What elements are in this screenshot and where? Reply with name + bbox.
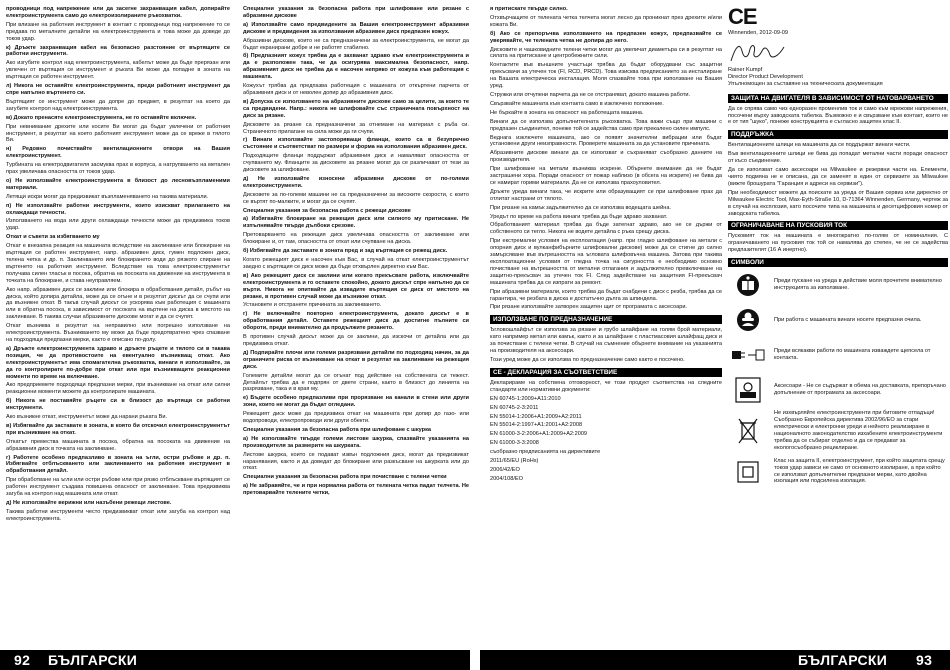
paragraph: Стружки или отчупени парчета да не се отстраняват, докато машина работи. xyxy=(490,91,691,98)
safety-glasses-icon xyxy=(728,305,768,335)
language-label: БЪЛГАРСКИ xyxy=(48,652,138,668)
paragraph: Обработваният материал трябва да бъде затегнат здраво, ако не се държи от собственото си тегло. Никога не водете детайла с ръка срещу диска. xyxy=(490,222,722,236)
subheading: Специални указания за безопасна работа при шлифоване с шкурка xyxy=(243,426,431,433)
paragraph: Да се използват само аксесоари на Milwaukee и резервни части на. Елементи, чиято подмяна не е описана, да се заменят в един от сервизите за Milwaukee (вижте брошурата "Гаранция и адреси на сервизи"). xyxy=(728,167,948,187)
paragraph: EN 61000-3-2:2006+A1:2009+A2:2009 xyxy=(490,431,588,438)
accessory-icon xyxy=(728,375,768,405)
subheading: в) Ако режещият диск се заклини или когато прекъсвате работа, изключвайте електроинструмента и го оставете спокойно, докато дискът спре напълно да се върти. Никога не опитвайте да извадите въртящия се диск от мястото на рязане, в противен случай може да възникне откат. xyxy=(243,272,469,300)
section-heading: ОГРАНИЧАВАНЕ НА ПУСКОВИЯ ТОК xyxy=(728,221,948,230)
paragraph: Претоварването на режещия диск увеличава опасността от заклинване или блокиране и, от там, опасността от откат или счупване на диска. xyxy=(243,232,469,246)
subheading: д) Не използвайте верижни или назъбени режещи листове. xyxy=(6,500,172,506)
left-column xyxy=(6,6,230,646)
paragraph: Контактите във външните участъци трябва да бъдат оборудвани със защитни прекъсвачи за утечен ток (FI, RCD, PRCD). Това изисква предписанието за инсталиране на Вашата електрическа инсталация. Моля спазвайте това при използване на Вашия уред. xyxy=(490,62,722,90)
middle-column xyxy=(243,6,469,646)
subheading: в) Избягвайте да заставате в зоната, в която би отскочил електроинструментът при възникване на откат. xyxy=(6,422,230,436)
paragraph: Във вентилационните шлици не бива да попадат метални части поради опасност от късо съединение. xyxy=(728,151,948,165)
subheading: м) Докато пренасяте електроинструмента, не го оставяйте включен. xyxy=(6,114,197,121)
weee-bin-icon xyxy=(728,416,768,446)
subheading: п) Не използвайте работни инструменти, които изискват прилагането на охлаждащи течности. xyxy=(6,202,230,216)
paragraph: Пусковият ток на машината е многократно по-голям от номиналния. С ограничаването на пусковия ток той се намалява до степен, че не се задейства предпазителят (16 А инертно). xyxy=(728,233,948,254)
paragraph: Дисковете за по-големи машини не са предназначени за високите скорости, с които се въртят по-малките, и могат да се счупят. xyxy=(243,191,469,205)
language-label: БЪЛГАРСКИ xyxy=(798,652,888,668)
paragraph: Дисковете за рязане са предназначени за отнемане на материал с ръба си. Страничното прилагане на сила може да ги счупи. xyxy=(243,121,469,135)
paragraph: EN 60745-1:2009+A11:2010 xyxy=(490,395,561,402)
subheading: е) Бъдете особено предпазливи при прорязване на канали в стени или други зони, които не могат да бъдат огледани. xyxy=(243,395,469,409)
subheading: проводници под напрежение или да засегне захранващия кабел, допирайте електроинструмента само до електроизолираните ръкохватки. xyxy=(6,6,230,19)
paragraph: Кожухът трябва да предпазва работещия с машината от откъртени парчета от абразивния диск и от неволен допир до абразивния диск. xyxy=(243,83,469,96)
paragraph: Този уред може да се използва по предназначение само както е посочено. xyxy=(490,356,685,363)
paragraph: Когато режещият диск е насочен към Вас, в случай на откат електроинструментът заедно с въртящия се диск може да бъде отхвърлен директно към Вас. xyxy=(243,257,469,270)
symbol-description: Не изхвърляйте електроинструменти при битовите отпадъци! Съобразно Европейска директива 2002/96/ЕО за стари електрически и електронни уреди и нейното реализиране в националното законодателство изхабените електроинструменти трябва да се събират отделно и да се предават за екологосъобразно рециклиране. xyxy=(774,410,943,451)
paragraph: Откат е внезапна реакция на машината вследствие на заклинване или блокиране на въртящия се работен инструмент, напр. абразивен диск, гумен подложен диск, телена четка и др. п. Заклинването или блокирането води до рязкото спиране на въртенето на работния инструмент. Вследствие на това електроинструментът получава силен тласък в посока, обратна на посоката на движение на инструмента в точката на блокиране, и става неуправляем. xyxy=(6,243,230,284)
paragraph: Откат възниква в резултат на неправилно или погрешно използване на електроинструмента. Възникването му може да бъде предотвратено чрез спазване на подходящи предпазни мерки, както е описано по-долу. xyxy=(6,323,230,343)
subheading: д) Не използвайте износени абразивни дискове от по-големи електроинструменти. xyxy=(243,175,469,189)
symbol-row xyxy=(728,410,948,451)
subheading: а) Избягвайте блокиране на режещия диск или силното му притискане. Не изпълнявайте твърде дълбоки срезове. xyxy=(243,216,469,230)
paragraph: Използването на вода или други охлаждащи течности може да предизвика токов удар. xyxy=(6,218,230,232)
paragraph: Турбината на електродвигателя засмуква прах в корпуса, а натрупването на метален прах увеличава опасността от токов удар. xyxy=(6,162,230,176)
paragraph: При шлифоване на метали възниква искрене. Обърнете внимание да не бъдат застрашени хора. Поради опасност от пожар наблизо (в обсега на искрите) не бива да се намират горими материали. Да не се използва прахоуловител. xyxy=(490,166,722,186)
subheading: б) Никога не поставяйте ръцете си в близост до въртящи се работни инструменти. xyxy=(6,398,230,412)
symbol-description: При работа с машината винаги носете предпазни очила. xyxy=(774,316,922,323)
paragraph: 2011/65/EU (RoHs) xyxy=(490,458,539,465)
right-page xyxy=(480,0,950,670)
subheading: а) Дръжте електроинструмента здраво и дръжте ръцете и тялото си в такава позиция, че да противостоите на евентуално възникващ откат. Ако електроинструментът има спомагателна ръкохватка, винаги я използвайте, за да го контролирате по-добре при откат или при възникващите реакционни моменти по време на включване. xyxy=(6,345,230,380)
left-page xyxy=(0,0,470,670)
unplug-icon xyxy=(728,340,768,370)
paragraph: В противен случай дискът може да се заклини, да изскочи от детайла или да предизвика откат. xyxy=(243,334,469,347)
paragraph: Режещият диск може да предизвика откат на машината при допир до газо- или водопроводи, електропроводи или други обекти. xyxy=(243,411,469,425)
subheading: г) Винаги използвайте застопоряващи фланци, които са в безупречно състояние и съответстват по размери и форма на използвания абразивен диск. xyxy=(243,137,469,151)
paragraph: Ако предприемете подходящи предпазни мерки, при възникване на откат или силни реакционни моменти можете да контролирате машината. xyxy=(6,382,230,396)
protection-class-ii-icon xyxy=(728,457,768,487)
subheading: г) Не включвайте повторно електроинструмента, докато дискът е в обработвания детайл. Оставете режещият диск да достигне пълните си обороти, преди внимателно да продължите рязането. xyxy=(243,311,469,332)
left-footer-bar xyxy=(0,650,470,670)
paragraph: При влизане на работния инструмент в контакт с проводници под напрежение то се предава по металните детайли на електроинструмента и това може да доведе до токов удар. xyxy=(6,21,230,42)
subheading: о) Не използвайте електроинструмента в близост до лесновъзпламеними материали. xyxy=(6,177,230,191)
paragraph: Да се спрява само чиз едноразен променлив ток и само към мрежови напрежения, посочени върху заводската табелка. Възможно е и свързване към контакт, които не е от тип "шуко", понеже конструкцията е съгласно защитен клас II. xyxy=(728,105,948,126)
paragraph: EN 55014-2:1997+A1:2001+A2:2008 xyxy=(490,422,583,429)
subheading: а) Използвайте само предвидените за Вашия електроинструмент абразивни дискове и предвидения за използвания абразивен диск предпазен кожух. xyxy=(243,21,469,35)
subheading: д) Подпирайте плочи или големи разрязвани детайли по подходящ начин, за да ограничите риска от възникване на откат в резултат на заклинване на режещия диск. xyxy=(243,349,469,370)
subheading: б) Предпазният кожух трябва да е захванат здраво към електроинструмента и да е разположен така, че да осигурява максимална безопасност, напр. абразивният диск не трябва да е насочен непряко от кожуха към работещия с машината. xyxy=(243,53,469,81)
subheading: к) Дръжте захранващия кабел на безопасно разстояние от въртящите се работни инструменти. xyxy=(6,44,230,58)
symbol-row xyxy=(728,305,948,335)
read-manual-icon xyxy=(728,270,768,300)
paragraph: Не бъркайте в зоната на опасност на работещата машина. xyxy=(490,109,644,116)
paragraph: EN 55014-1:2006+A1:2009+A2:2011 xyxy=(490,413,582,420)
paragraph: При необходимост можете да поискате за уреда от Вашия сервиз или директно от Milwaukee Electric Tool, Max-Eyth-Straße 10, D-71364 Winnenden, Germany, чертеж за в случай на експлозия, като посочите типа на машината и десетцифровия номер от заводската табелка. xyxy=(728,189,948,217)
paragraph: Установете и отстранете причината за заклинването. xyxy=(243,302,382,309)
paragraph: 2004/108/EO xyxy=(490,475,523,482)
paragraph: Веднага изключете машината, ако се появят значителни вибрации или бъдат установени други неизправности. Проверете машината за да установите причината. xyxy=(490,134,722,148)
paragraph: Откатът премества машината в посока, обратна на посоката на движение на абразивния диск в точката на заклинване. xyxy=(6,438,230,452)
paragraph: 2006/42/EO xyxy=(490,466,520,473)
symbol-description: Преди пускане на уреда в действие моля прочетете внимателно инструкцията за използване. xyxy=(774,278,942,292)
section-heading: ЗАЩИТА НА ДВИГАТЕЛЯ В ЗАВИСИМОСТ ОТ НАТОВАРВАНЕТО xyxy=(728,94,948,103)
symbol-row xyxy=(728,270,948,300)
paragraph: EN 61000-3-3:2008 xyxy=(490,440,539,447)
paragraph: Летящи искри могат да предизвикат възпламеняването на такива материали. xyxy=(6,193,209,200)
paragraph: Големите детайли могат да се огънат под действие на собствената си тежест. Детайлът трябва да е подпрян от двете страни, както в близост до линията на разрязване, така и в края му. xyxy=(243,372,469,393)
subheading: Специални указания за безопасна работа при почистване с телени четки xyxy=(243,474,447,481)
right-side-column xyxy=(728,6,948,646)
paragraph: Ако изгубите контрол над електроинструмента, кабелът може да бъде прерязан или увлечен от въртящия се инструмент и ръката Ви може да попадне в зоната на въртящия се работен инструмент. xyxy=(6,60,230,81)
paragraph: Вентилационните шлици на машината да се поддържат винаги чисти. xyxy=(728,142,911,149)
subheading: а) Не използвайте твърде големи листове шкурка, спазвайте указанията на производителя за размерите на шкурката. xyxy=(243,435,469,449)
paragraph: Дисковите и чашковидните телени четки могат да увеличат диаметъра си в резултат на силата на притискане и центробежните сили. xyxy=(490,46,722,60)
paragraph: При рязане на камък задължително да се използва водещата шейна. xyxy=(490,204,671,211)
subheading: в) Допуска се използването на абразивните дискове само за целите, за които те са предвидени. Напр.: никога не шлифовайте със страничната повърхност на диск за рязане. xyxy=(243,98,469,119)
subheading: б) Ако се препоръчва използването на предпазен кожух, предпазвайте се уверявайте, че телената четка не допира до него. xyxy=(490,30,722,44)
paragraph: Абразивни дискове, които не са предназначени за електроинструмента, не могат да бъдат екранирани добре и не работят стабилно. xyxy=(243,37,469,51)
subheading: б) Избягвайте да заставате в зоната пред и зад въртящия се режещ диск. xyxy=(243,248,448,255)
symbol-row xyxy=(728,340,948,370)
subheading: а) Не забравяйте, че и при нормална работа от телената четка падат телчета. Не претоварвайте телените четки, xyxy=(243,483,469,497)
page-number: 93 xyxy=(916,652,933,668)
paragraph: При екстремални условия на експлоатация (напр. при гладко шлифоване на метали с опорния диск и вулканфибърните шлифовални дискове) може да се стигне до силно замърсяване във вътрешността на ъгловата шлифовъчна машина. Затова при такива експлоатационни условия от гледна точка на сигурността е необходимо основно почистване на вътрешността от метални отлагания и задължително превключване на защитно-прекъсвач за утечен ток FI. След задействане на защитния FI-прекъсвач машината трябва да се изпрати за ремонт. xyxy=(490,238,722,286)
paragraph: При абразивни материали, които трябва да бъдат снабдени с диск с резба, трябва да се гарантира, че резбата в диска е достатъчно дълга за шпиндела. xyxy=(490,288,722,302)
paragraph: При обработване на ъгли или остри ръбове или при рязко отблъскване въртящият се работен инструмент създава повишена опасност от заклинване. Това предизвиква загуба на контрол над машината или откат. xyxy=(6,477,230,498)
paragraph: При рязане използвайте затворен защитен щит от програмата с аксесоари. xyxy=(490,304,688,311)
paragraph: Свързвайте машината към контакта само в изключено положение. xyxy=(490,100,664,107)
section-heading: ИЗПОЛЗВАНЕ ПО ПРЕДНАЗНАЧЕНИЕ xyxy=(490,315,722,324)
side-sections xyxy=(728,94,948,268)
signatory-title: Director Product Development xyxy=(728,73,803,80)
paragraph: EN 60745-2-3:2011 xyxy=(490,404,539,411)
authorized-note: Упълномощен за съставяне на техническата документация xyxy=(728,80,883,87)
paragraph: Уредът по време на работа винаги трябва да бъде здраво захванат. xyxy=(490,213,668,220)
subheading: г) Работете особено предпазливо в зоната на ъгли, остри ръбове и др. п. Избягвайте отблъскването или заклинването на работния инструмент в обработвания детайл. xyxy=(6,454,230,475)
paragraph: Декларираме на собствена отговорност, че този продукт съответства на следните стандарти или нормативни документи: xyxy=(490,379,722,393)
symbol-description: Аксесоари - Не се съдържат в обема на доставката, препоръчано допълнение от програмата за аксесоари. xyxy=(774,383,946,397)
signature xyxy=(728,39,948,67)
paragraph: Абразивните дискове винаги да се използват и съхраняват съобразно данните на производителя. xyxy=(490,150,722,164)
paragraph: Отхвърчащите от телената четка телчета могат лесно да проникнат през дрехите и/или кожата Ви. xyxy=(490,14,722,28)
section-heading: CE - ДЕКЛАРАЦИЯ ЗА СЪОТВЕТСТВИЕ xyxy=(490,368,722,377)
ce-mark: CE xyxy=(728,6,757,29)
subheading: Откат и съвети за избягването му xyxy=(6,234,100,241)
paragraph: Такива работни инструменти често предизвикват откат или загуба на контрол над електроинструмента. xyxy=(6,508,230,522)
right-main-column xyxy=(490,6,722,646)
symbols-list xyxy=(728,270,948,486)
paragraph: При невнимание дрехите или косите Ви могат да бъдат увлечени от работния инструмент, в резултат на което работният инструмент може да се вреже в тялото Ви. xyxy=(6,123,230,144)
paragraph: Подходящите фланци поддържат абразивния диск и намаляват опасността от счупването му. Фланците за дисковете за рязане могат да се различават от тези за дисковете за шлифоване. xyxy=(243,153,469,174)
paragraph: съобразно предписанията на директивите xyxy=(490,449,601,456)
subheading: л) Никога не оставяйте електроинструмента, преди работният инструмент да спре напълно въртенето си. xyxy=(6,83,230,96)
paragraph: Винаги да се използва допълнителната ръкохватка. Това важи също при машини с предпазен съединител, понеже той се задейства само при прекалено силен импулс. xyxy=(490,118,722,132)
paragraph: Ъгловошлайфът се използва за рязане и грубо шлайфане на голям брой материали, като например метал или камък, както и за шлайфане с пластмасовия шлайфащ диск и за почистване с телени четки. В случай на съмнение обърнете внимание на указанията на производителя на аксесоари. xyxy=(490,327,722,355)
paragraph: Листове шкурка, които се подават извън подложния диск, могат да предизвикат наранявания, както и да доведат до блокиране или разкъсване на шкурката или до откат. xyxy=(243,451,469,472)
section-heading: СИМВОЛИ xyxy=(728,258,948,267)
section-heading: ПОДДРЪЖКА xyxy=(728,130,948,139)
paragraph: Дръжте уреда винаги така, че искрите или образуващият се при шлифоване прах да отлитат настрани от тялото. xyxy=(490,188,722,202)
symbol-description: Клас на защита II, електроинструмент, при който защитата срещу токов удар зависи не само от основното изолиране, а при който се използват допълнителни предпазни мерки, като двойна изолация или подсилена изолация. xyxy=(774,457,945,485)
subheading: Специални указания за безопасна работа с режещи дискове xyxy=(243,207,411,214)
subheading: Специални указания за безопасна работа при шлифоване или рязане с абразивни дискове xyxy=(243,6,469,19)
symbol-row xyxy=(728,457,948,487)
symbol-description: Преди всякакви работи по машината изваждете щепсела от контакта. xyxy=(774,348,931,362)
subheading: я притискате твърде силно. xyxy=(490,6,568,12)
place-date: Winnenden, 2012-09-09 xyxy=(728,30,789,36)
page-number: 92 xyxy=(14,652,31,668)
subheading: н) Редовно почиствайте вентилационните отвори на Вашия електроинструмент. xyxy=(6,146,230,160)
signatory-name: Rainer Kumpf xyxy=(728,66,763,73)
paragraph: Ако възникне откат, инструментът може да нарани ръката Ви. xyxy=(6,414,168,421)
right-footer-bar xyxy=(480,650,950,670)
paragraph: Ако напр. абразивен диск се заклини или блокира в обработвания детайл, ръбът на диска, който допира детайла, може да се огъне и в резултат дискът да се счупи или да възникне откат. В такъв случай дискът се ускорява към работещия с машината или в обратна посока, в зависимост от посоката на въртене на диска в мястото на заклинване. В такива случаи абразивните дискове могат и да се счупят. xyxy=(6,286,230,321)
paragraph: Въртящият се инструмент може да допре до предмет, в резултат на което да загубите контрол над електроинструмента. xyxy=(6,98,230,112)
symbol-row xyxy=(728,375,948,405)
